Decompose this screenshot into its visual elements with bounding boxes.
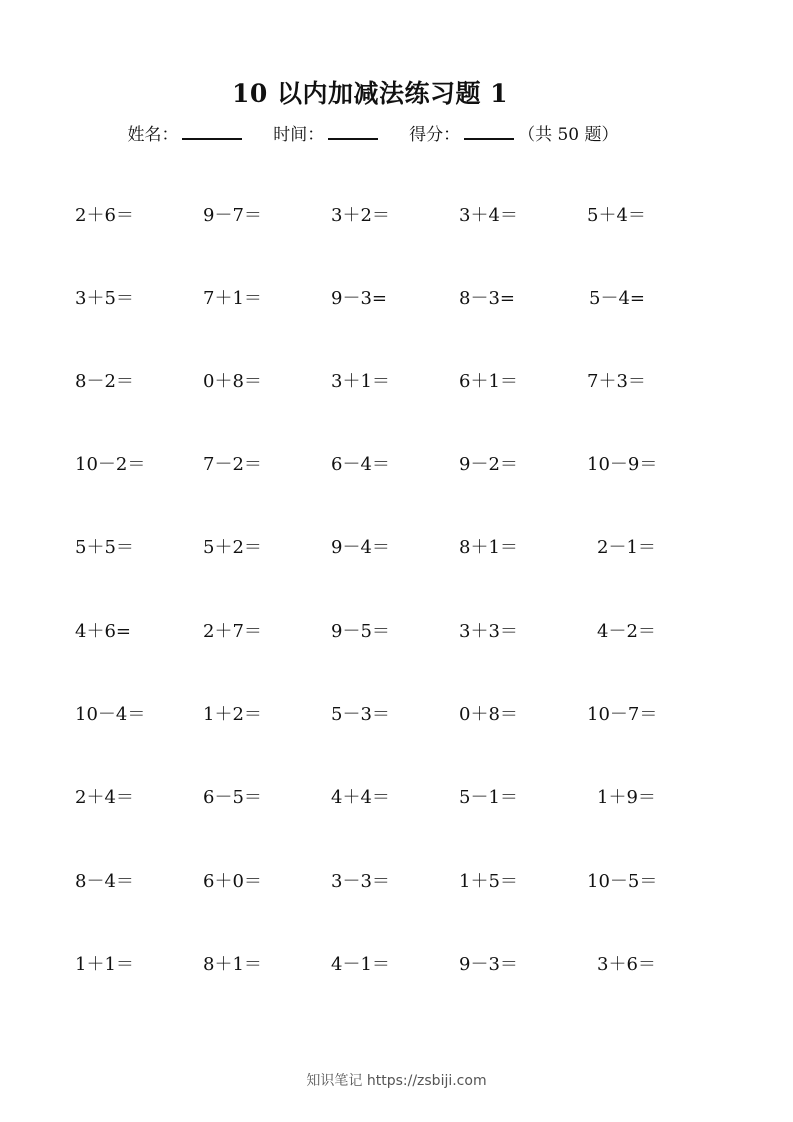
problem-item: 1＋9＝ bbox=[597, 787, 656, 808]
problem-item: 4＋4＝ bbox=[331, 787, 390, 808]
page-title: 10 以内加减法练习题 1 bbox=[231, 79, 509, 108]
problem-item: 6＋0＝ bbox=[203, 871, 262, 892]
problem-row bbox=[0, 450, 793, 480]
problem-item: 3＋4＝ bbox=[459, 205, 518, 226]
problem-item: 10－2＝ bbox=[75, 454, 146, 475]
problem-item: 8－3= bbox=[459, 288, 515, 309]
problem-item: 2＋7＝ bbox=[203, 621, 262, 642]
problem-item: 5＋4＝ bbox=[587, 205, 646, 226]
problem-item: 1＋2＝ bbox=[203, 704, 262, 725]
problem-item: 4＋6= bbox=[75, 621, 131, 642]
problem-row bbox=[0, 617, 793, 647]
problem-item: 7＋3＝ bbox=[587, 371, 646, 392]
problem-item: 5－1＝ bbox=[459, 787, 518, 808]
problem-item: 10－4＝ bbox=[75, 704, 146, 725]
problem-item: 8＋1＝ bbox=[203, 954, 262, 975]
problem-item: 3－3＝ bbox=[331, 871, 390, 892]
problem-item: 6－5＝ bbox=[203, 787, 262, 808]
problem-item: 1＋5＝ bbox=[459, 871, 518, 892]
problem-item: 2＋4＝ bbox=[75, 787, 134, 808]
problem-item: 3＋1＝ bbox=[331, 371, 390, 392]
problem-row bbox=[0, 201, 793, 231]
problem-item: 0＋8＝ bbox=[203, 371, 262, 392]
problem-item: 4－1＝ bbox=[331, 954, 390, 975]
problem-item: 9－5＝ bbox=[331, 621, 390, 642]
problem-item: 6＋1＝ bbox=[459, 371, 518, 392]
problem-item: 3＋6＝ bbox=[597, 954, 656, 975]
problem-item: 5＋5＝ bbox=[75, 537, 134, 558]
problem-item: 5－3＝ bbox=[331, 704, 390, 725]
problem-item: 5－4= bbox=[589, 288, 645, 309]
problem-row bbox=[0, 533, 793, 563]
problem-item: 3＋2＝ bbox=[331, 205, 390, 226]
problem-item: 2－1＝ bbox=[597, 537, 656, 558]
problem-item: 7－2＝ bbox=[203, 454, 262, 475]
problem-row bbox=[0, 700, 793, 730]
problem-item: 8＋1＝ bbox=[459, 537, 518, 558]
score-label: 得分： bbox=[409, 125, 461, 145]
problem-item: 3＋3＝ bbox=[459, 621, 518, 642]
problem-item: 9－3＝ bbox=[459, 954, 518, 975]
problem-row bbox=[0, 367, 793, 397]
problem-item: 10－9＝ bbox=[587, 454, 658, 475]
problem-item: 9－7＝ bbox=[203, 205, 262, 226]
problem-item: 9－2＝ bbox=[459, 454, 518, 475]
problem-item: 1＋1＝ bbox=[75, 954, 134, 975]
problem-item: 6－4＝ bbox=[331, 454, 390, 475]
problem-item: 8－2＝ bbox=[75, 371, 134, 392]
problem-item: 10－7＝ bbox=[587, 704, 658, 725]
problem-item: 8－4＝ bbox=[75, 871, 134, 892]
problem-row bbox=[0, 783, 793, 813]
problem-item: 9－4＝ bbox=[331, 537, 390, 558]
problem-row bbox=[0, 867, 793, 897]
problem-item: 9－3= bbox=[331, 288, 387, 309]
problem-row bbox=[0, 950, 793, 980]
total-note: （共 50 题） bbox=[518, 125, 619, 145]
problem-item: 10－5＝ bbox=[587, 871, 658, 892]
problem-item: 4－2＝ bbox=[597, 621, 656, 642]
problem-item: 2＋6＝ bbox=[75, 205, 134, 226]
problem-item: 3＋5＝ bbox=[75, 288, 134, 309]
problem-item: 0＋8＝ bbox=[459, 704, 518, 725]
problem-row bbox=[0, 284, 793, 314]
name-label: 姓名： bbox=[127, 125, 179, 145]
problem-item: 7＋1＝ bbox=[203, 288, 262, 309]
footer-watermark: 知识笔记 https://zsbiji.com bbox=[306, 1073, 487, 1089]
problem-item: 5＋2＝ bbox=[203, 537, 262, 558]
time-label: 时间： bbox=[273, 125, 325, 145]
